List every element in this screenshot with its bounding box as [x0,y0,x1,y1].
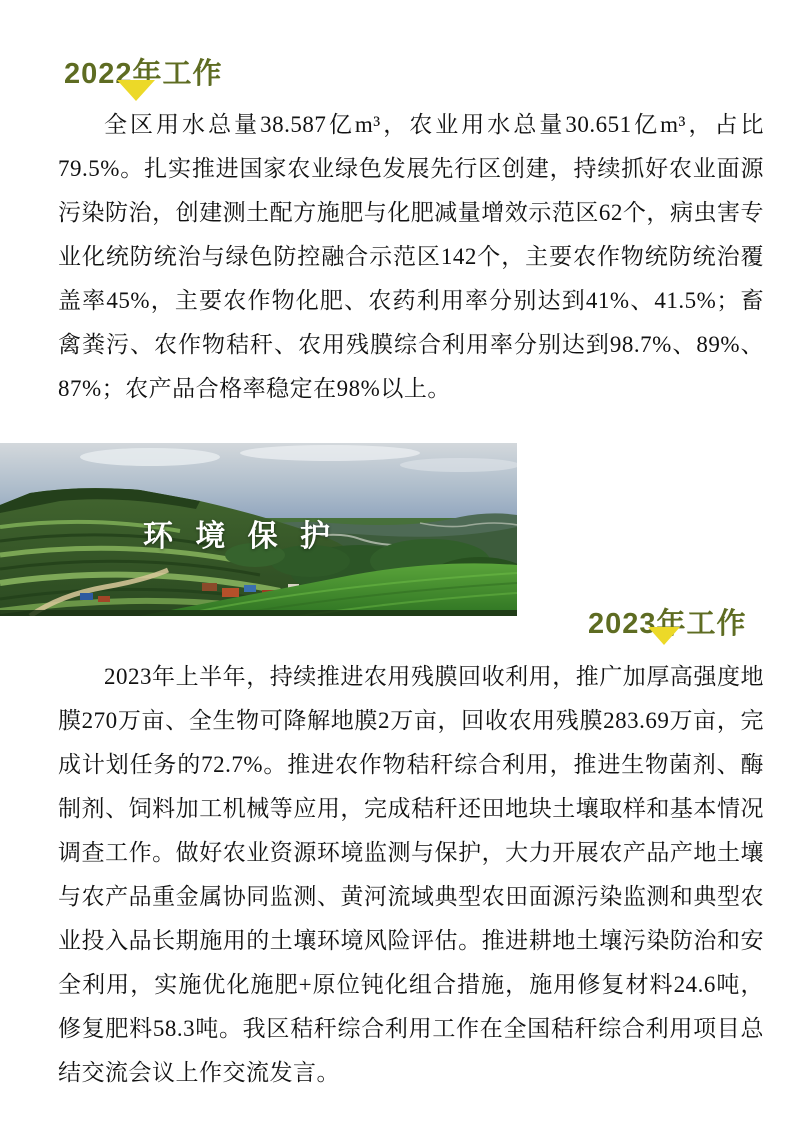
banner-caption: 环 境 保 护 [142,520,337,553]
section-title-2023: 2023年工作 [588,608,747,641]
paragraph-2022-work: 全区用水总量38.587亿m³，农业用水总量30.651亿m³，占比79.5%。扎实推进国家农业绿色发展先行区创建，持续抓好农业面源污染防治，创建测土配方施肥与化肥减量增效示范区62个，病虫害专业化统防统治与绿色防控融合示范区142个，主要农作物统防统治覆盖率45%，主要农作物化肥、农药利用率分别达到41%、41.5%；畜禽粪污、农作物秸秆、农用残膜综合利用率分别达到98.7%、89%、87%；农产品合格率稳定在98%以上。 [58,112,764,401]
landscape-photo-banner [0,443,517,616]
triangle-down-icon [117,80,155,101]
paragraph-2023-work: 2023年上半年，持续推进农用残膜回收利用，推广加厚高强度地膜270万亩、全生物可降解地膜2万亩，回收农用残膜283.69万亩，完成计划任务的72.7%。推进农作物秸秆综合利用，推进生物菌剂、酶制剂、饲料加工机械等应用，完成秸秆还田地块土壤取样和基本情况调查工作。做好农业资源环境监测与保护，大力开展农产品产地土壤与农产品重金属协同监测、黄河流域典型农田面源污染监测和典型农业投入品长期施用的土壤环境风险评估。推进耕地土壤污染防治和安全利用，实施优化施肥+原位钝化组合措施，施用修复材料24.6吨，修复肥料58.3吨。我区秸秆综合利用工作在全国秸秆综合利用项目总结交流会议上作交流发言。 [58,664,765,1085]
triangle-down-icon [648,627,680,645]
section-title-2022: 2022年工作 [64,58,223,91]
